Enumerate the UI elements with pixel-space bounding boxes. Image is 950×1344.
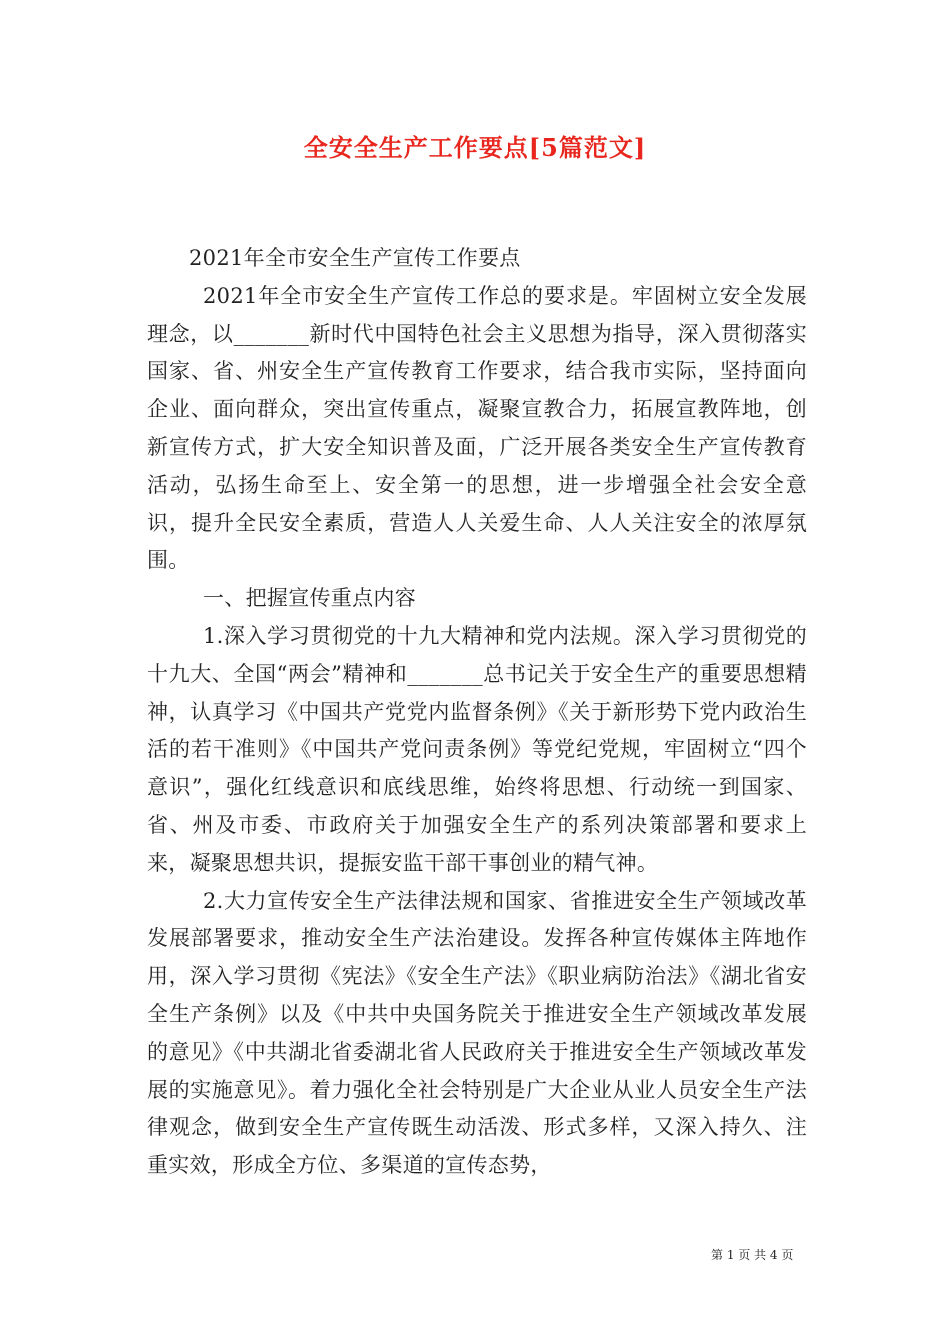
document-title: 全安全生产工作要点[5篇范文] <box>303 133 647 162</box>
paragraph-item-1: 1.深入学习贯彻党的十九大精神和党内法规。深入学习贯彻党的十九大、全国“两会”精神和_______总书记关于安全生产的重要思想精神，认真学习《中国共产党党内监督条例》《关于新形势下党内政治生活的若干准则》《中国共产党问责条例》等党纪党规，牢固树立“四个意识”，强化红线意识和底线思维，始终将思想、行动统一到国家、省、州及市委、市政府关于加强安全生产的系列决策部署和要求上来，凝聚思想共识，提振安监干部干事创业的精气神。 <box>147 623 807 875</box>
paragraph-intro: 2021年全市安全生产宣传工作总的要求是。牢固树立安全发展理念，以_______新时代中国特色社会主义思想为指导，深入贯彻落实国家、省、州安全生产宣传教育工作要求，结合我市实际，坚持面向企业、面向群众，突出宣传重点，凝聚宣教合力，拓展宣教阵地，创新宣传方式，扩大安全知识普及面，广泛开展各类安全生产宣传教育活动，弘扬生命至上、安全第一的思想，进一步增强全社会安全意识，提升全民安全素质，营造人人关爱生命、人人关注安全的浓厚氛围。 <box>147 283 807 573</box>
subtitle: 2021年全市安全生产宣传工作要点 <box>189 246 521 270</box>
paragraph-item-2: 2.大力宣传安全生产法律法规和国家、省推进安全生产领域改革发展部署要求，推动安全生产法治建设。发挥各种宣传媒体主阵地作用，深入学习贯彻《宪法》《安全生产法》《职业病防治法》《湖北省安全生产条例》以及《中共中央国务院关于推进安全生产领域改革发展的意见》《中共湖北省委湖北省人民政府关于推进安全生产领域改革发展的实施意见》。着力强化全社会特别是广大企业从业人员安全生产法律观念，做到安全生产宣传既生动活泼、形式多样，又深入持久、注重实效，形成全方位、多渠道的宣传态势， <box>147 888 807 1178</box>
section-heading: 一、把握宣传重点内容 <box>203 586 416 611</box>
document-body <box>147 240 807 1185</box>
page-number-footer: 第 1 页 共 4 页 <box>711 1248 794 1262</box>
